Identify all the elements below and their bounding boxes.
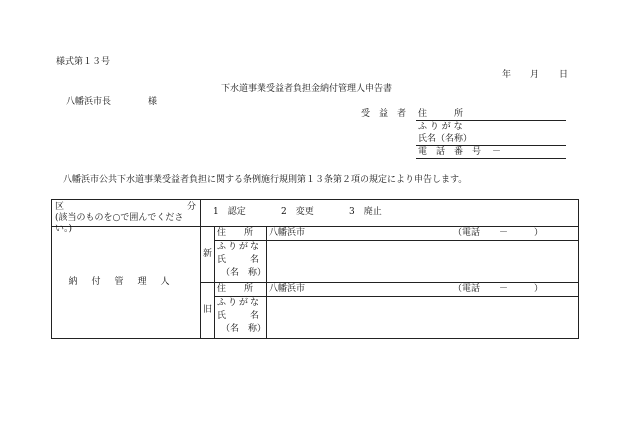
manager-table [51,199,579,339]
form-title: 下水道事業受益者負担金納付管理人申告書 [221,84,393,94]
new-name-label: 氏 名 [217,255,262,265]
new-side-label: 新 [201,227,215,283]
old-name-label-cell [215,297,267,339]
category-header-cell [52,200,201,234]
option-change[interactable]: 2 変更 [281,207,314,217]
applicant-address-label: 住 所 [418,109,464,119]
category-label-right: 分 [186,202,196,212]
old-phone-dash: － [499,284,509,294]
old-phone-close: ） [534,284,544,294]
old-address-field[interactable] [267,283,579,297]
old-side-label: 旧 [201,283,215,339]
category-label-left: 区 [55,202,65,212]
applicant-label: 受 益 者 [361,109,407,119]
date-year-label: 年 [502,70,512,80]
form-number: 様式第１３号 [56,57,111,67]
statement-text: 八幡浜市公共下水道事業受益者負担に関する条例施行規則第１３条第２項の規定により申告します。 [63,175,468,185]
new-address-label: 住 所 [217,228,254,238]
new-address-prefix: 八幡浜市 [269,228,306,238]
new-phone-open: （電話 [453,228,481,238]
old-phone-open: （電話 [453,284,481,294]
new-phone-close: ） [534,228,544,238]
applicant-phone-label: 電 話 番 号 [418,147,482,157]
new-name-label-cell [215,241,267,283]
old-address-label-cell [215,283,267,297]
applicant-phone-dash: － [492,147,502,157]
old-name-sub-label: （名 称） [221,324,267,334]
applicant-address-line [416,120,566,121]
date-month-label: 月 [530,70,540,80]
date-day-label: 日 [559,70,569,80]
applicant-name-line [416,145,566,146]
category-row [52,200,579,227]
applicant-furigana-label: ふ り が な [418,122,463,132]
option-approve[interactable]: 1 認定 [213,207,246,217]
option-abolish[interactable]: 3 廃止 [349,207,382,217]
category-options-cell [201,200,579,227]
old-furigana-label: ふりがな [217,298,262,308]
category-hint: (該当のものを○で囲んでください。) [55,213,184,234]
new-address-label-cell [215,227,267,241]
new-name-field[interactable] [267,241,579,283]
applicant-phone-line [416,158,566,159]
new-name-sub-label: （名 称） [221,268,267,278]
old-address-prefix: 八幡浜市 [269,284,306,294]
new-furigana-label: ふりがな [217,242,262,252]
addressee: 八幡浜市長 [66,97,112,107]
new-address-field[interactable] [267,227,579,241]
applicant-name-label: 氏名（名称） [418,134,473,144]
manager-label: 納付管理人 [52,227,201,339]
honorific: 様 [148,97,158,107]
new-phone-dash: － [499,228,509,238]
old-address-label: 住 所 [217,284,254,294]
old-name-label: 氏 名 [217,311,262,321]
old-name-field[interactable] [267,297,579,339]
